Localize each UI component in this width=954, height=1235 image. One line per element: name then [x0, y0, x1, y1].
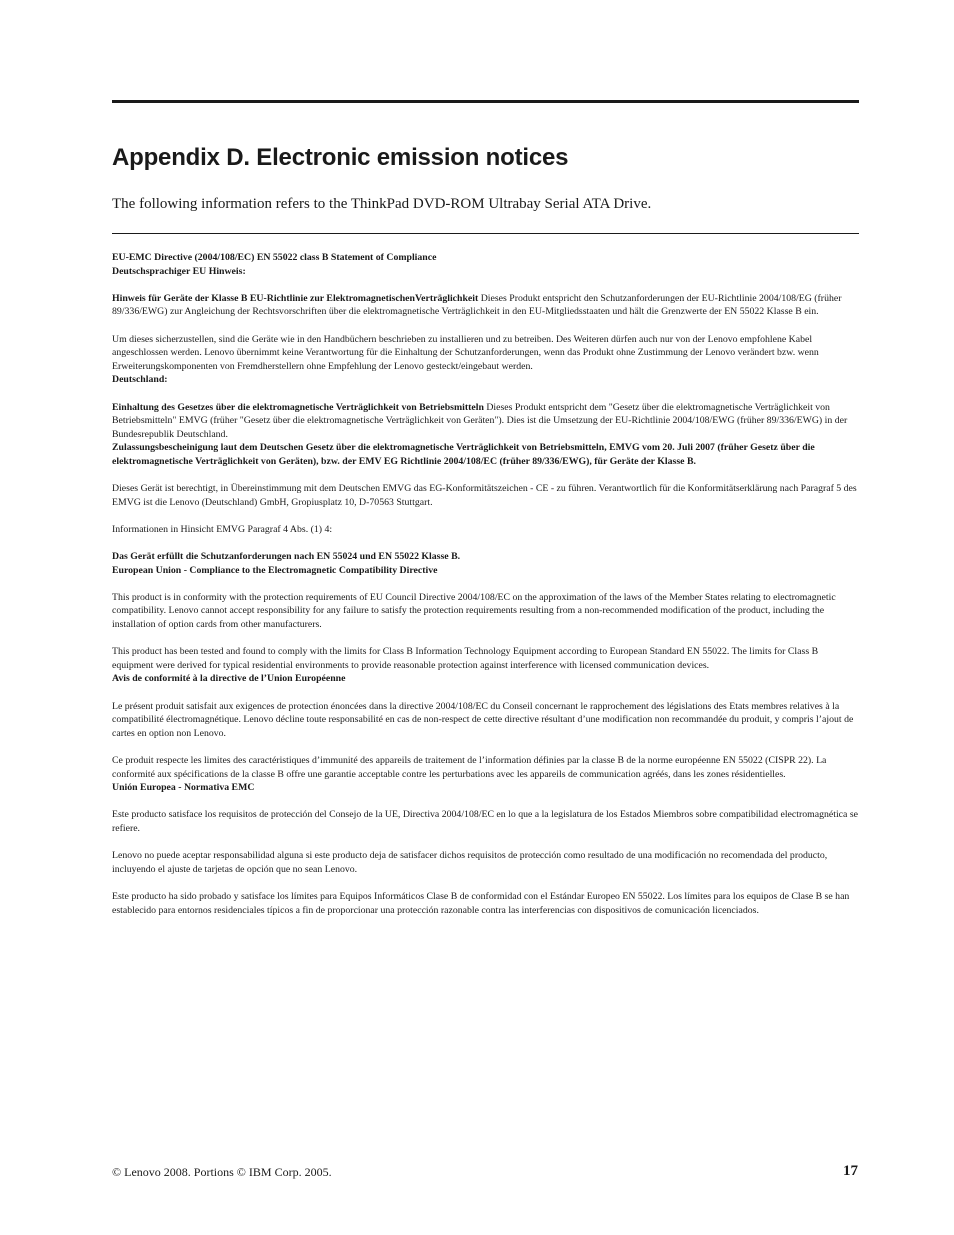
heading-eu-emc: EU-EMC Directive (2004/108/EC) EN 55022 class B Statement of Compliance	[112, 252, 437, 263]
footer-copyright: © Lenovo 2008. Portions © IBM Corp. 2005.	[112, 1165, 332, 1179]
paragraph-satisface: Este producto satisface los requisitos de protección del Consejo de la UE, Directiva 2004/108/EC en lo que a la legislatura de los Estados Miembros sobre compatibilidad electromagnética se refiere.	[112, 809, 858, 834]
paragraph-conformity: This product is in conformity with the protection requirements of EU Council Directive 2004/108/EC on the approximation of the laws of the Member States relating to electromagnetic compatibility. Lenovo cannot accept responsibility for any failure to satisfy the protection requirements resulting from a non-recommended modification of the product, including the installation of option cards from other manufacturers.	[112, 591, 836, 631]
paragraph-hinweis	[112, 292, 858, 319]
page-number: 17	[843, 1163, 858, 1179]
heading-european-union: European Union - Compliance to the Electromagnetic Compatibility Directive	[112, 564, 438, 576]
paragraph-um-dieses: Um dieses sicherzustellen, sind die Geräte wie in den Handbüchern beschrieben zu installieren und zu betreiben. Des Weiteren dürfen auch nur von der Lenovo empfohlene Kabel angeschlossen werden. Lenovo übernimmt keine Verantwortung für die Einhaltung der Schutzanforderungen, wenn das Produkt ohne Zustimmung der Lenovo verändert bzw. wenn Erweiterungskomponenten von Fremdherstellern ohne Empfehlung der Lenovo gesteckt/eingebaut werden.	[112, 333, 819, 372]
paragraph-dieses-geraet: Dieses Gerät ist berechtigt, in Übereinstimmung mit dem Deutschen EMVG das EG-Konformitätszeichen - CE - zu führen. Verantwortlich für die Konformitätserklärung nach Paragraf 5 des EMVG ist die Lenovo (Deutschland) GmbH, Gropiusplatz 10, D-70563 Stuttgart.	[112, 483, 857, 508]
heading-geraet-erfuellt: Das Gerät erfüllt die Schutzanforderungen nach EN 55024 und EN 55022 Klasse B.	[112, 551, 461, 563]
top-rule	[112, 100, 859, 103]
paragraph-hinweis-text: Dieses Produkt entspricht den Schutzanforderungen der EU-Richtlinie 2004/108/EG (früher 89/336/EWG) zur Angleichung der Rechtsvorschriften über die elektromagnetische Verträglichkeit in den EU-Mitgliedsstaaten und hält die Grenzwerte der EN 55022 Klasse B ein.	[112, 292, 842, 318]
section-rule	[112, 233, 859, 234]
paragraph-einhaltung-lead: Einhaltung des Gesetzes über die elektromagnetische Verträglichkeit von Betriebsmitteln	[112, 401, 484, 413]
notice-body	[112, 251, 858, 917]
paragraph-respecte: Ce produit respecte les limites des caractéristiques d’immunité des appareils de traitement de l’information définies par la classe B de la norme européenne EN 55022 (CISPR 22). La conformité aux spécifications de la classe B offre une garantie acceptable contre les perturbations avec les appareils de communication agréés, dans les zones résidentielles.	[112, 754, 827, 780]
page-title: Appendix D. Electronic emission notices	[112, 144, 569, 171]
heading-avis: Avis de conformité à la directive de l’Union Européenne	[112, 673, 346, 685]
paragraph-tested: This product has been tested and found to comply with the limits for Class B Information Technology Equipment according to European Standard EN 55022. The limits for Class B equipment were derived for typical residential environments to provide reasonable protection against interference with licensed communication devices.	[112, 646, 819, 671]
paragraph-probado: Este producto ha sido probado y satisface los límites para Equipos Informáticos Clase B de conformidad con el Estándar Europeo EN 55022. Los límites para los equipos de Clase B se han establecido para entornos residenciales típicos a fin de proporcionar una protección razonable contra las interferencias con dispositivos de comunicación licenciados.	[112, 890, 850, 916]
heading-union-europea: Unión Europea - Normativa EMC	[112, 782, 255, 794]
paragraph-einhaltung	[112, 401, 858, 442]
paragraph-present: Le présent produit satisfait aux exigences de protection énoncées dans la directive 2004/108/EC du Conseil concernant le rapprochement des législations des Etats membres relatives à la compatibilité électromagnétique. Lenovo décline toute responsabilité en cas de non-respect de cette directive résultant d’une modification non recommandée du produit, y compris l’ajout de cartes en option non Lenovo.	[112, 700, 854, 739]
paragraph-einhaltung-text: Dieses Produkt entspricht dem "Gesetz über die elektromagnetische Verträglichkeit von Betriebsmitteln" EMVG (früher "Gesetz über die elektromagnetische Verträglichkeit von Geräten"). Dies ist die Umsetzung der EU-Richtlinie 2004/108/EWG (früher 89/336/EWG) in der Bundesrepublik Deutschland.	[112, 401, 848, 440]
intro-text: The following information refers to the ThinkPad DVD-ROM Ultrabay Serial ATA Drive.	[112, 196, 652, 212]
paragraph-hinweis-lead: Hinweis für Geräte der Klasse B EU-Richtlinie zur ElektromagnetischenVerträglichkeit	[112, 292, 479, 304]
paragraph-no-puede: Lenovo no puede aceptar responsabilidad alguna si este producto deja de satisfacer dichos requisitos de protección como resultado de una modificación no recomendada del producto, incluyendo el ajuste de tarjetas de opción que no sean Lenovo.	[112, 850, 828, 875]
heading-deutschland: Deutschland:	[112, 374, 168, 386]
heading-deutsch-eu: Deutschsprachiger EU Hinweis:	[112, 265, 246, 277]
paragraph-informationen: Informationen in Hinsicht EMVG Paragraf 4 Abs. (1) 4:	[112, 523, 333, 535]
paragraph-zulassung: Zulassungsbescheinigung laut dem Deutschen Gesetz über die elektromagnetische Verträglichkeit von Betriebsmitteln, EMVG vom 20. Juli 2007 (früher Gesetz über die elektromagnetische Verträglichkeit von Geräten), bzw. der EMV EG Richtlinie 2004/108/EC (früher 89/336/EWG), für Geräte der Klasse B.	[112, 442, 815, 467]
